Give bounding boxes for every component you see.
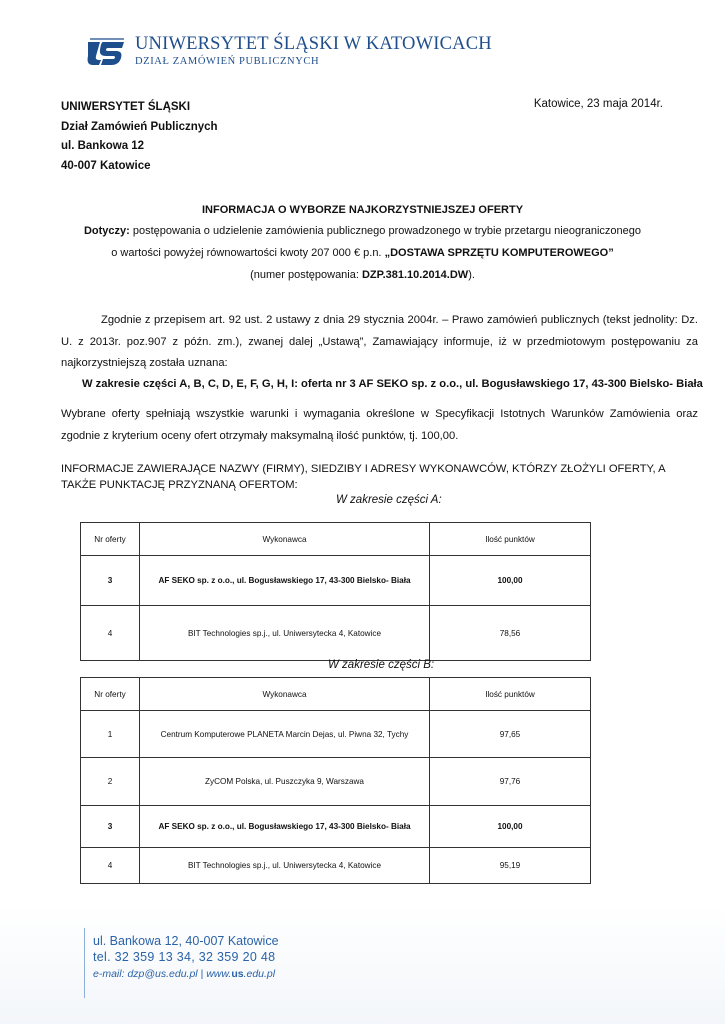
table-cell: 4 [81, 848, 140, 884]
table-header-cell: Wykonawca [140, 523, 430, 556]
subject-order-name: „DOSTAWA SPRZĘTU KOMPUTEROWEGO” [384, 247, 614, 259]
table-cell: 100,00 [430, 806, 591, 848]
results-table-a [80, 522, 591, 661]
footer-background [0, 905, 725, 1024]
table-b-caption: W zakresie części B: [328, 659, 435, 671]
case-number: DZP.381.10.2014.DW [361, 269, 469, 281]
table-cell: 97,65 [430, 711, 591, 758]
table-header-row [81, 678, 591, 711]
table-cell: AF SEKO sp. z o.o., ul. Bogusławskiego 17, 43-300 Bielsko- Biała [140, 556, 430, 606]
subject-line-3 [60, 269, 665, 281]
table-cell: 78,56 [430, 606, 591, 661]
results-table-b [80, 677, 591, 884]
table-row [81, 556, 591, 606]
table-cell: ZyCOM Polska, ul. Puszczyka 9, Warszawa [140, 758, 430, 806]
info-heading: INFORMACJE ZAWIERAJĄCE NAZWY (FIRMY), SIEDZIBY I ADRESY WYKONAWCÓW, KTÓRZY ZŁOŻYLI OFERTY, A TAKŻE PUNKTACJĘ PRZYZNANĄ OFERTOM: [61, 463, 665, 491]
table-cell: 3 [81, 556, 140, 606]
us-logo-icon [86, 38, 126, 66]
footer-phone: tel. 32 359 13 34, 32 359 20 48 [93, 950, 276, 964]
university-name: UNIWERSYTET ŚLĄSKI W KATOWICACH [135, 34, 492, 54]
subject-text: ). [468, 269, 475, 281]
table-header-cell: Ilość punktów [430, 523, 591, 556]
table-cell: 100,00 [430, 556, 591, 606]
subject-text: (numer postępowania: [250, 269, 362, 281]
sender-line: Dział Zamówień Publicznych [61, 120, 218, 133]
document-title: INFORMACJA O WYBORZE NAJKORZYSTNIEJSZEJ OFERTY [201, 204, 524, 216]
table-cell: 2 [81, 758, 140, 806]
table-row [81, 758, 591, 806]
table-row [81, 606, 591, 661]
table-header-cell: Wykonawca [140, 678, 430, 711]
subject-label: Dotyczy: [83, 225, 130, 237]
table-cell: BIT Technologies sp.j., ul. Uniwersytecka 4, Katowice [140, 606, 430, 661]
footer-divider [84, 928, 85, 998]
table-header-cell: Nr oferty [81, 523, 140, 556]
subject-text: o wartości powyżej równowartości kwoty 207 000 € p.n. [111, 247, 385, 259]
table-cell: Centrum Komputerowe PLANETA Marcin Dejas, ul. Piwna 32, Tychy [140, 711, 430, 758]
table-cell: AF SEKO sp. z o.o., ul. Bogusławskiego 17, 43-300 Bielsko- Biała [140, 806, 430, 848]
sender-line: ul. Bankowa 12 [61, 140, 145, 152]
table-cell: 95,19 [430, 848, 591, 884]
website-prefix: www. [206, 968, 232, 980]
table-row [81, 848, 591, 884]
table-cell: 4 [81, 606, 140, 661]
subject-line-1 [60, 225, 665, 237]
document-date: Katowice, 23 maja 2014r. [533, 98, 663, 110]
sender-line: 40-007 Katowice [61, 159, 151, 172]
website-bold: us [231, 968, 244, 980]
email-link[interactable]: dzp@us.edu.pl [127, 968, 198, 980]
website-suffix: .edu.pl [243, 968, 276, 980]
table-cell: BIT Technologies sp.j., ul. Uniwersytecka 4, Katowice [140, 848, 430, 884]
table-header-cell: Nr oferty [81, 678, 140, 711]
subject-text: postępowania o udzielenie zamówienia publicznego prowadzonego w trybie przetargu nieograniczonego [129, 225, 642, 237]
table-cell: 97,76 [430, 758, 591, 806]
sender-address [61, 98, 218, 176]
table-header-row [81, 523, 591, 556]
separator: | [197, 968, 207, 980]
email-label: e-mail: [93, 968, 128, 980]
body-paragraph-2: Wybrane oferty spełniają wszystkie warunki i wymagania określone w Specyfikacji Istotnych Warunków Zamówienia oraz zgodnie z kryterium oceny ofert otrzymały maksymalną ilość punktów, tj. 100,00. [61, 408, 698, 442]
sender-line: UNIWERSYTET ŚLĄSKI [61, 101, 191, 113]
table-a-caption: W zakresie części A: [336, 494, 442, 506]
footer-contact [93, 968, 275, 980]
table-header-cell: Ilość punktów [430, 678, 591, 711]
subject-line-2 [60, 247, 665, 259]
table-cell: 3 [81, 806, 140, 848]
table-cell: 1 [81, 711, 140, 758]
table-row [81, 711, 591, 758]
body-paragraph-1: Zgodnie z przepisem art. 92 ust. 2 ustawy z dnia 29 stycznia 2004r. – Prawo zamówień publicznych (tekst jednolity: Dz. U. z 2013r. poz.907 z późn. zm.), zwanej dalej „Ustawą”, Zamawiający informuje, iż w przedmiotowym postępowaniu za najkorzystniejszą została uznana: [61, 314, 698, 369]
department-name: DZIAŁ ZAMÓWIEŃ PUBLICZNYCH [135, 56, 320, 67]
table-row [81, 806, 591, 848]
winner-statement: W zakresie części A, B, C, D, E, F, G, H, I: oferta nr 3 AF SEKO sp. z o.o., ul. Bogusławskiego 17, 43-300 Bielsko- Biała [82, 378, 703, 390]
website-link[interactable] [206, 968, 275, 980]
footer-address: ul. Bankowa 12, 40-007 Katowice [93, 934, 279, 948]
